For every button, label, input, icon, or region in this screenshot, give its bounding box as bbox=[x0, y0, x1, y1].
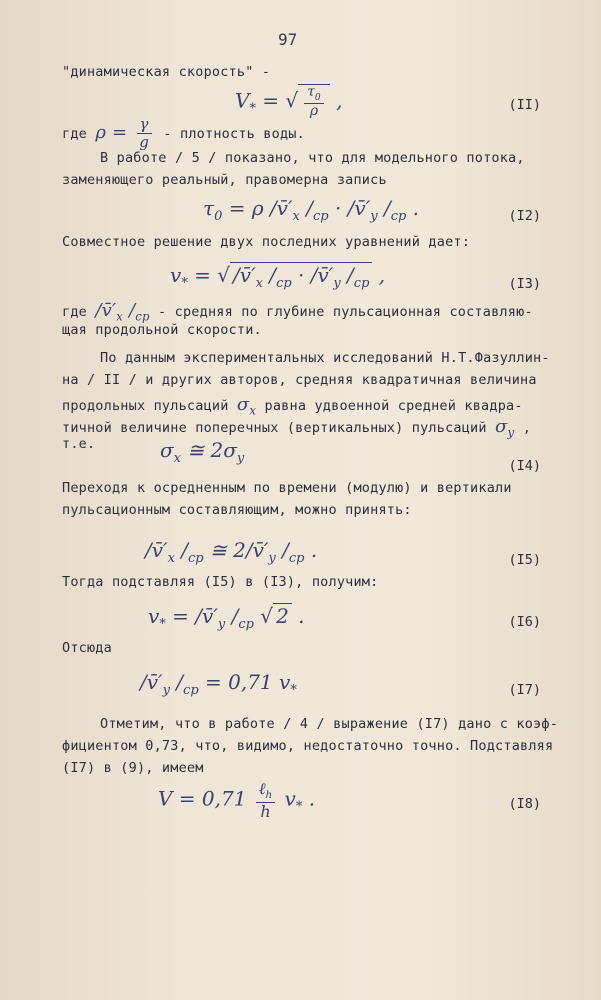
equation-number-11: (II) bbox=[508, 97, 541, 113]
text-line-11-start: тичной величине поперечных (вертикальных) пульсаций bbox=[62, 420, 487, 436]
text-line-10-end: равна удвоенной средней квадра- bbox=[264, 398, 523, 414]
text-line-12: т.е. bbox=[62, 436, 96, 452]
text-line-2-end: - плотность воды. bbox=[163, 126, 305, 142]
text-line-11-end: , bbox=[522, 420, 532, 436]
equation-14: $\sigma_x$ ≅ $2\sigma_y$ bbox=[160, 438, 245, 466]
equation-12: $\tau_0 = \rho$ $/v̄'_x$ $/_{cp}$ · $/v̄'_y$ $/_{cp}$ . bbox=[203, 196, 420, 224]
vx-avg-symbol: $/v̄'_x$ $/_{cp}$ bbox=[95, 300, 150, 324]
text-line-15: Тогда подставляя (I5) в (I3), получим: bbox=[62, 574, 379, 590]
text-line-9: на / II / и других авторов, средняя квадратичная величина bbox=[62, 372, 537, 388]
text-line-11 bbox=[62, 416, 531, 440]
equation-16: $v_*$ = $/v̄'_y$ $/_{cp}$ √ 2 . bbox=[148, 604, 305, 632]
text-line-3: В работе / 5 / показано, что для модельного потока, bbox=[100, 150, 525, 166]
text-line-16: Отсюда bbox=[62, 640, 112, 656]
text-line-6-end: - средняя по глубине пульсационная составляю- bbox=[157, 304, 533, 320]
text-line-18: фициентом 0,73, что, видимо, недостаточно точно. Подставляя bbox=[62, 738, 554, 754]
text-line-10-start: продольных пульсаций bbox=[62, 398, 229, 414]
text-line-13: Переходя к осредненным по времени (модулю) и вертикали bbox=[62, 480, 512, 496]
equation-number-15: (I5) bbox=[508, 552, 541, 568]
text-line-8: По данным экспериментальных исследований Н.Т.Фазуллин- bbox=[100, 350, 550, 366]
sigma-y-symbol: $\sigma_y$ bbox=[495, 416, 515, 440]
text-line-6 bbox=[62, 300, 533, 324]
equation-11: $V_*$ = √ $\frac{\tau_0}{\rho}$ , bbox=[235, 84, 343, 119]
equation-number-12: (I2) bbox=[508, 208, 541, 224]
equation-number-14: (I4) bbox=[508, 458, 541, 474]
equation-18: V = 0,71 $\frac{\ell_h}{h}$ $v_*$ . bbox=[158, 779, 316, 821]
text-line-6-start: где bbox=[62, 304, 87, 320]
rho-definition: ρ = $\frac{\gamma}{g}$ bbox=[95, 122, 155, 143]
text-line-7: щая продольной скорости. bbox=[62, 322, 262, 338]
page-number: 97 bbox=[278, 30, 298, 49]
equation-number-16: (I6) bbox=[508, 614, 541, 630]
equation-17: $/v̄'_y$ $/_{cp} = 0,71$ $v_*$ bbox=[140, 670, 297, 698]
equation-13: $v_*$ = √ $/v̄'_x$ $/_{cp}$ · $/v̄'_y$ $/_{cp}$ , bbox=[170, 263, 386, 291]
text-line-19: (I7) в (9), имеем bbox=[62, 760, 204, 776]
equation-number-13: (I3) bbox=[508, 276, 541, 292]
sigma-x-symbol: $\sigma_x$ bbox=[236, 394, 257, 418]
text-line-17: Отметим, что в работе / 4 / выражение (I7) дано с коэф- bbox=[100, 716, 559, 732]
text-line-2-start: где bbox=[62, 126, 87, 142]
text-line-1: "динамическая скорость" - bbox=[62, 64, 271, 80]
text-line-14: пульсационным составляющим, можно принять: bbox=[62, 502, 412, 518]
equation-number-18: (I8) bbox=[508, 796, 541, 812]
text-line-2 bbox=[62, 116, 305, 150]
text-line-5: Совместное решение двух последних уравнений дает: bbox=[62, 234, 471, 250]
equation-15: $/v̄'_x$ $/_{cp}$ ≅ $2/v̄'_y$ $/_{cp}$ . bbox=[145, 538, 318, 566]
equation-number-17: (I7) bbox=[508, 682, 541, 698]
text-line-10 bbox=[62, 394, 523, 418]
text-line-4: заменяющего реальный, правомерна запись bbox=[62, 172, 387, 188]
